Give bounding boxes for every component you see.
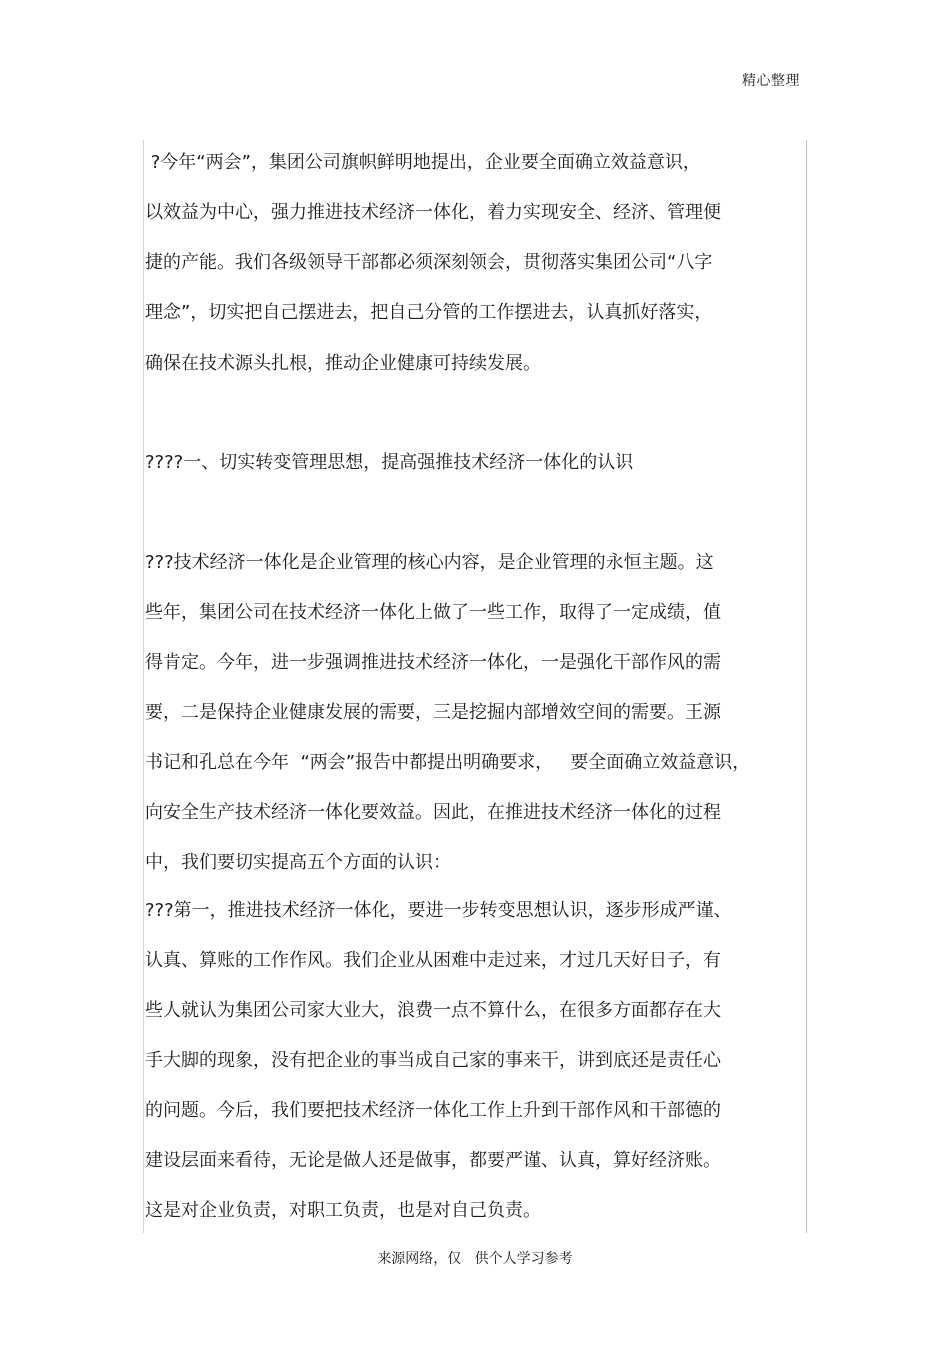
paragraph-line: ???技术经济一体化是企业管理的核心内容，是企业管理的永恒主题。这 <box>145 552 714 573</box>
paragraph-line: ???第一，推进技术经济一体化，要进一步转变思想认识，逐步形成严谨、 <box>145 900 732 921</box>
page-footer-label: 来源网络，仅 供个人学习参考 <box>377 1251 573 1267</box>
paragraph-line: 建设层面来看待，无论是做人还是做事，都要严谨、认真，算好经济账。 <box>145 1150 721 1171</box>
paragraph-line: 以效益为中心，强力推进技术经济一体化，着力实现安全、经济、管理便 <box>145 202 721 223</box>
paragraph-line: ?今年“两会”，集团公司旗帜鲜明地提出，企业要全面确立效益意识， <box>145 152 701 173</box>
paragraph-line: 这是对企业负责，对职工负责，也是对自己负责。 <box>145 1200 541 1221</box>
paragraph-line: 书记和孔总在今年 “两会”报告中都提出明确要求， 要全面确立效益意识， <box>145 752 751 773</box>
paragraph-line: 中，我们要切实提高五个方面的认识： <box>145 852 451 873</box>
paragraph-line: 向安全生产技术经济一体化要效益。因此，在推进技术经济一体化的过程 <box>145 802 721 823</box>
paragraph-line: 些年，集团公司在技术经济一体化上做了一些工作，取得了一定成绩，值 <box>145 602 721 623</box>
paragraph-line: 手大脚的现象，没有把企业的事当成自己家的事来干，讲到底还是责任心 <box>145 1050 721 1071</box>
paragraph-line: 得肯定。今年，进一步强调推进技术经济一体化，一是强化干部作风的需 <box>145 652 721 673</box>
paragraph-line: 的问题。今后，我们要把技术经济一体化工作上升到干部作风和干部德的 <box>145 1100 721 1121</box>
paragraph-line: 些人就认为集团公司家大业大，浪费一点不算什么，在很多方面都存在大 <box>145 1000 721 1021</box>
paragraph-line: 认真、算账的工作作风。我们企业从困难中走过来，才过几天好日子，有 <box>145 950 721 971</box>
section-heading: ????一、切实转变管理思想，提高强推技术经济一体化的认识 <box>145 452 634 473</box>
paragraph-line: 理念”，切实把自己摆进去，把自己分管的工作摆进去，认真抓好落实， <box>145 302 713 323</box>
paragraph-line: 要，二是保持企业健康发展的需要，三是挖掘内部增效空间的需要。王源 <box>145 702 721 723</box>
paragraph-line: 捷的产能。我们各级领导干部都必须深刻领会，贯彻落实集团公司“八字 <box>145 252 713 273</box>
paragraph-line: 确保在技术源头扎根，推动企业健康可持续发展。 <box>145 353 541 374</box>
page-header-label: 精心整理 <box>742 73 800 89</box>
